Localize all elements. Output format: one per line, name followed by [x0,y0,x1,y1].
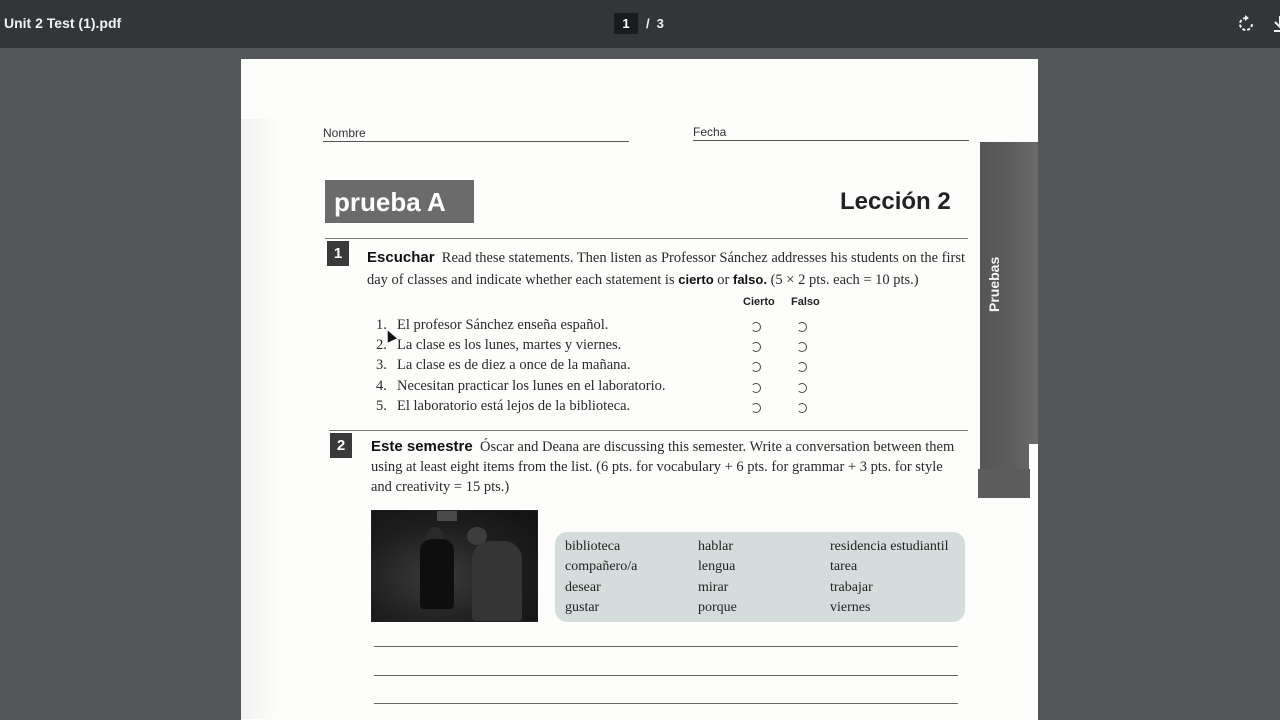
section1-number: 1 [327,241,349,266]
name-line [323,141,629,142]
falso-radio[interactable] [797,383,807,393]
file-title: Unit 2 Test (1).pdf [4,15,122,31]
page-separator: / [646,16,650,31]
falso-radio[interactable] [797,342,807,352]
name-label: Nombre [323,126,366,140]
section1-instructions: Escuchar Read these statements. Then listen as Professor Sánchez addresses his students on the first day of classes and indicate whether each statement is cierto or falso. (5 × 2 pts. each = 10 pts.) [367,249,966,288]
rotate-icon[interactable] [1236,14,1256,34]
section2-instructions: Este semestre Óscar and Deana are discussing this semester. Write a conversation between them using at least eight items from the list. (6 pts. for vocabulary + 6 pts. for grammar + 3 pts. for style and creativity = 15 pts.) [371,438,955,495]
total-pages: 3 [656,16,664,31]
name-field [323,126,366,140]
lesson-title: Lección 2 [840,188,951,215]
cierto-radio[interactable] [751,342,761,352]
video-still-image [371,510,538,622]
page-indicator [614,13,664,34]
answer-line [374,646,958,647]
vocab-column-1: biblioteca compañero/a desear gustar [565,539,638,615]
falso-radio[interactable] [797,362,807,372]
vocabulary-box [555,532,965,622]
section1-divider [325,238,968,239]
statement-item: 4. Necesitan practicar los lunes en el laboratorio. [376,378,836,398]
cierto-radio[interactable] [751,322,761,332]
statement-list [376,317,836,418]
side-tab-notch [1029,444,1038,498]
statement-item: 5. El laboratorio está lejos de la biblioteca. [376,398,836,418]
cierto-radio[interactable] [751,362,761,372]
vocab-column-2: hablar lengua mirar porque [698,539,737,615]
statement-item: 2. La clase es los lunes, martes y viernes. [376,337,836,357]
date-field [693,125,726,139]
date-line [693,140,969,141]
scan-smudge [241,119,281,719]
vocab-column-3: residencia estudiantil tarea trabajar viernes [830,539,949,615]
section2-heading: Este semestre [371,438,473,455]
cierto-radio[interactable] [751,403,761,413]
falso-radio[interactable] [797,403,807,413]
date-label: Fecha [693,125,727,139]
current-page-input[interactable]: 1 [614,13,638,34]
column-cierto: Cierto [743,296,775,308]
statement-item: 1. El profesor Sánchez enseña español. [376,317,836,337]
cierto-radio[interactable] [751,383,761,393]
answer-line [374,675,958,676]
falso-radio[interactable] [797,322,807,332]
test-title: prueba A [325,180,474,223]
download-icon[interactable] [1272,14,1280,34]
section2-number: 2 [330,433,352,458]
answer-line [374,703,958,704]
side-tab-lower [978,469,1030,498]
section1-heading: Escuchar [367,249,435,266]
section2-divider [329,430,968,431]
statement-item: 3. La clase es de diez a once de la mañana. [376,357,836,377]
pdf-page [241,59,1038,720]
pdf-toolbar [0,0,1280,48]
side-tab-label: Pruebas [986,256,1002,312]
column-falso: Falso [791,296,820,308]
